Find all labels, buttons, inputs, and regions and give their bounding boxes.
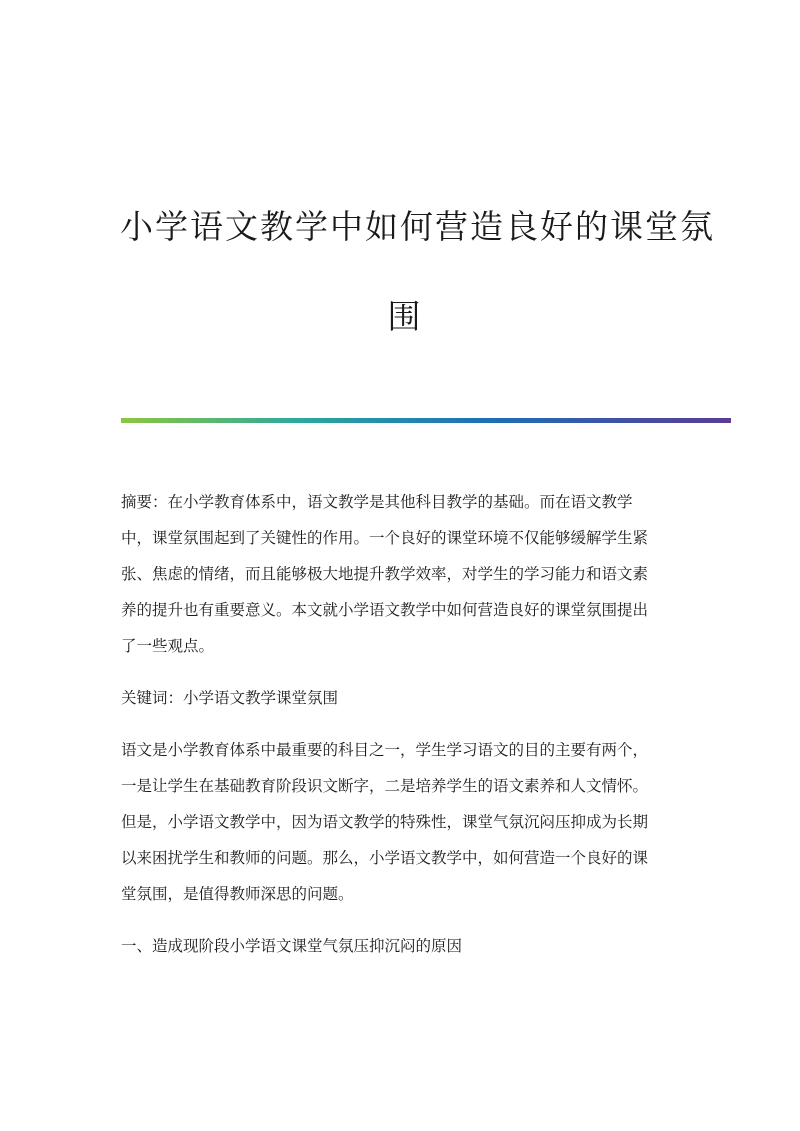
abstract-line: 养的提升也有重要意义。本文就小学语文教学中如何营造良好的课堂氛围提出 [121, 601, 649, 619]
section-heading [121, 928, 681, 964]
title-divider [121, 418, 731, 423]
intro-line: 堂氛围，是值得教师深思的问题。 [121, 885, 354, 903]
intro-line: 以来困扰学生和教师的问题。那么，小学语文教学中，如何营造一个良好的课 [121, 849, 649, 867]
abstract-line: 了一些观点。 [121, 637, 215, 655]
intro-paragraph [121, 732, 681, 912]
keywords-line: 关键词：小学语文教学课堂氛围 [121, 689, 339, 707]
intro-line: 一是让学生在基础教育阶段识文断字，二是培养学生的语文素养和人文情怀。 [121, 777, 649, 795]
title-line-2: 围 [387, 297, 423, 336]
abstract-paragraph [121, 484, 681, 664]
abstract-line: 中，课堂氛围起到了关键性的作用。一个良好的课堂环境不仅能够缓解学生紧 [121, 529, 649, 547]
document-body [121, 484, 681, 980]
abstract-line: 张、焦虑的情绪，而且能够极大地提升教学效率，对学生的学习能力和语文素 [121, 565, 649, 583]
intro-line: 但是，小学语文教学中，因为语文教学的特殊性，课堂气氛沉闷压抑成为长期 [121, 813, 649, 831]
document-title [120, 182, 715, 362]
intro-line: 语文是小学教育体系中最重要的科目之一，学生学习语文的目的主要有两个， [121, 741, 649, 759]
title-line-1: 小学语文教学中如何营造良好的课堂氛 [120, 207, 715, 246]
section-heading-text: 一、造成现阶段小学语文课堂气氛压抑沉闷的原因 [121, 937, 463, 955]
abstract-line: 摘要：在小学教育体系中，语文教学是其他科目教学的基础。而在语文教学 [121, 493, 633, 511]
keywords-paragraph [121, 680, 681, 716]
